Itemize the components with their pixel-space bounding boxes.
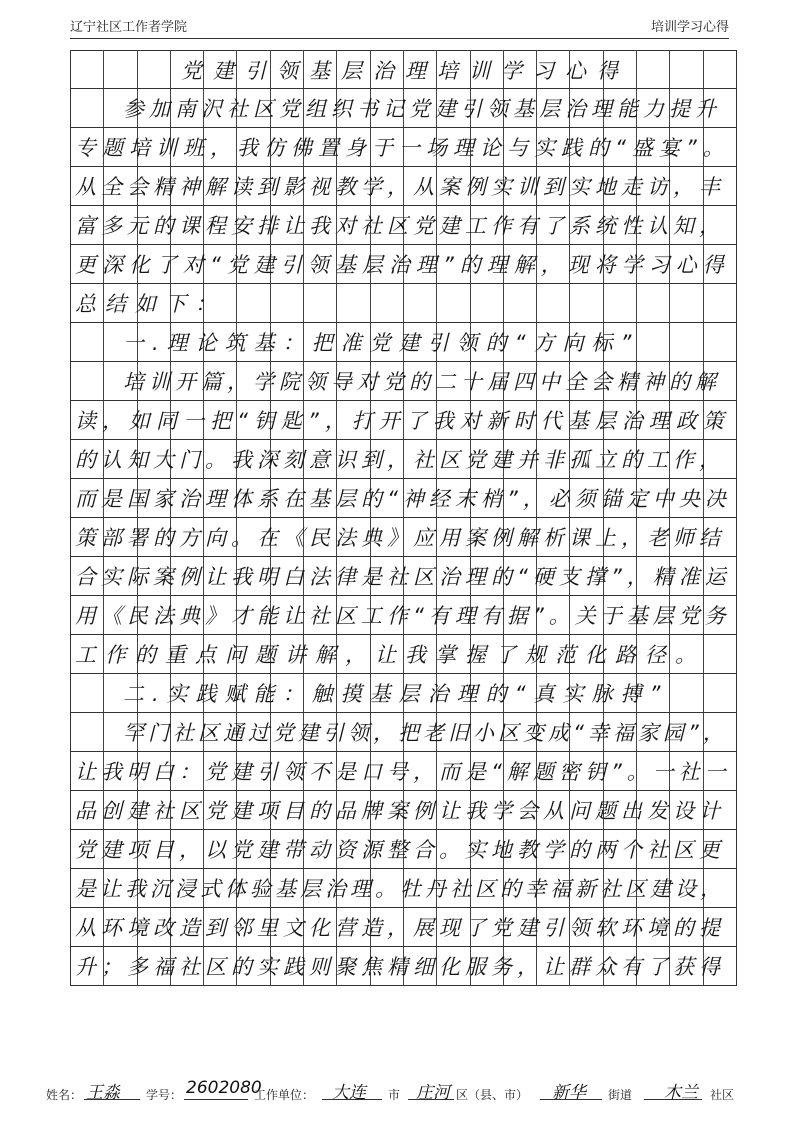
grid-row (71, 830, 736, 869)
city-value: 大连 (332, 1083, 366, 1103)
city-label: 市 (388, 1088, 401, 1102)
grid-row (71, 479, 736, 518)
id-underline (184, 1099, 248, 1100)
text-line: 更深化了对“党建引领基层治理”的理解，现将学习心得 (75, 253, 730, 277)
text-line: 富多元的课程安排让我对社区党建工作有了系统性认知， (75, 214, 725, 238)
text-line: 是让我沉浸式体验基层治理。牡丹社区的幸福新社区建设， (75, 877, 725, 901)
grid-row (71, 596, 736, 635)
id-value: 2602080 (186, 1078, 262, 1098)
grid-row (71, 557, 736, 596)
name-underline (84, 1099, 140, 1100)
text-line: 从环境改造到邻里文化营造，展现了党建引领软环境的提 (75, 916, 725, 940)
text-line: 总结如下： (75, 292, 225, 316)
header-doc-type: 培训学习心得 (650, 20, 729, 35)
text-line: 罕门社区通过党建引领，把老旧小区变成“幸福家园”， (123, 721, 728, 745)
grid-row (71, 284, 736, 323)
grid-row (71, 908, 736, 947)
community-underline (644, 1099, 702, 1100)
text-line: 从全会精神解读到影视教学，从案例实训到实地走访，丰 (75, 175, 725, 199)
text-line: 让我明白：党建引领不是口号，而是“解题密钥”。一社一 (75, 760, 731, 784)
grid-row (71, 440, 736, 479)
text-line: 参加南沢社区党组织书记党建引领基层治理能力提升 (123, 97, 721, 121)
text-line: 策部署的方向。在《民法典》应用案例解析课上，老师结 (75, 526, 725, 550)
text-line: 升；多福社区的实践则聚焦精细化服务，让群众有了获得 (75, 955, 725, 979)
text-line: 用《民法典》才能让社区工作“有理有据”。关于基层党务 (75, 604, 731, 628)
grid-row (71, 89, 736, 128)
street-value: 新华 (552, 1083, 586, 1103)
grid-row (71, 50, 736, 89)
grid-row (71, 323, 736, 362)
grid-row (71, 947, 736, 986)
manuscript-grid (70, 50, 737, 986)
signature-footer (46, 1078, 746, 1108)
text-line: 培训开篇，学院领导对党的二十届四中全会精神的解 (123, 370, 721, 394)
district-underline (408, 1099, 454, 1100)
grid-row (71, 752, 736, 791)
city-underline (322, 1099, 382, 1100)
id-label: 学号： (146, 1088, 183, 1102)
grid-row (71, 206, 736, 245)
grid-row (71, 674, 736, 713)
header-rule (70, 38, 729, 39)
unit-label: 工作单位： (254, 1088, 315, 1102)
grid-row (71, 869, 736, 908)
district-label: 区（县、市） (456, 1088, 529, 1102)
text-line: 的认知大门。我深刻意识到，社区党建并非孤立的工作， (75, 448, 725, 472)
text-line: 品创建社区党建项目的品牌案例让我学会从问题出发设计 (75, 799, 725, 823)
grid-row (71, 245, 736, 284)
text-line: 党建项目，以党建带动资源整合。实地教学的两个社区更 (75, 838, 725, 862)
grid-row (71, 713, 736, 752)
text-line: 而是国家治理体系在基层的“神经末梢”，必须锚定中央决 (75, 487, 731, 511)
grid-row (71, 401, 736, 440)
document-title: 党建引领基层治理培训学习心得 (181, 59, 629, 83)
text-line: 工作的重点问题讲解，让我掌握了规范化路径。 (75, 643, 705, 667)
grid-row (71, 362, 736, 401)
community-label: 社区 (710, 1088, 735, 1102)
text-line: 合实际案例让我明白法律是社区治理的“硬支撑”，精准运 (75, 565, 731, 589)
street-underline (540, 1099, 602, 1100)
grid-row (71, 167, 736, 206)
grid-row (71, 128, 736, 167)
grid-row (71, 635, 736, 674)
name-label: 姓名： (46, 1088, 83, 1102)
grid-row (71, 791, 736, 830)
text-line: 二.实践赋能：触摸基层治理的“真实脉搏” (123, 682, 669, 706)
text-line: 一.理论筑基：把准党建引领的“方向标” (123, 331, 640, 355)
district-value: 庄河 (416, 1083, 450, 1103)
grid-row (71, 518, 736, 557)
street-label: 街道 (608, 1088, 633, 1102)
community-value: 木兰 (664, 1083, 698, 1103)
name-value: 王淼 (86, 1083, 120, 1103)
text-line: 专题培训班，我仿佛置身于一场理论与实践的“盛宴”。 (75, 136, 730, 160)
header-institution: 辽宁社区工作者学院 (70, 20, 188, 35)
text-line: 读，如同一把“钥匙”，打开了我对新时代基层治理政策 (75, 409, 730, 433)
